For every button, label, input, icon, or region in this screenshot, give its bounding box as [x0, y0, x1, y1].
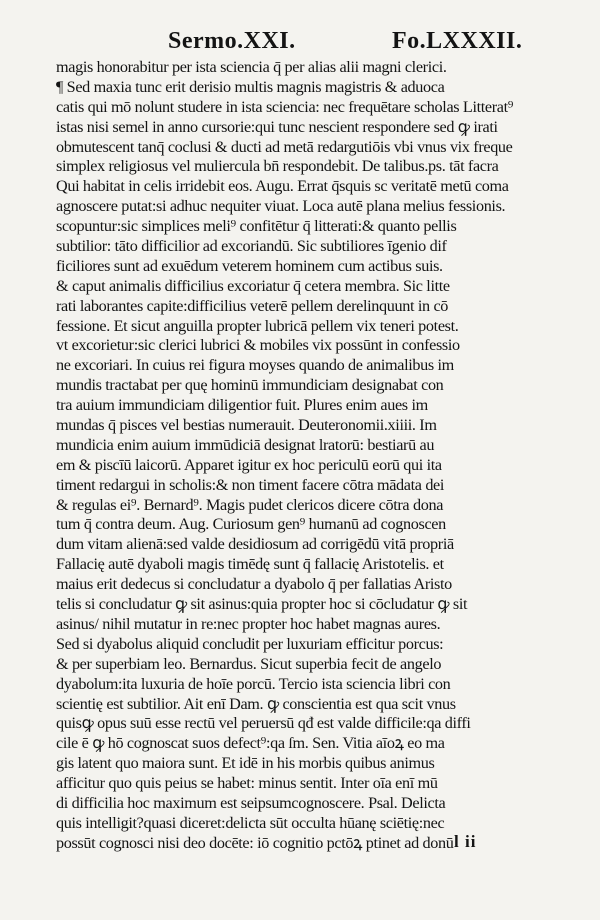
- text-line: mundicia enim auium immūdiciā designat lratorū: bestiarū au: [56, 435, 435, 454]
- text-line: afficitur quo quis peius se habet: minus sentit. Inter oīa enī mū: [56, 774, 438, 793]
- text-line: fessione. Et sicut anguilla propter lubricā pellem vix teneri potest.: [56, 316, 459, 335]
- text-line: em & piscīū laicorū. Apparet igitur ex hoc periculū eorū qui ita: [56, 455, 442, 474]
- page-header: [0, 28, 600, 60]
- text-line: mundis tractabat per quę hominū immundiciam designabat con: [56, 376, 444, 395]
- text-line: telis si concludatur ꝙ sit asinus:quia propter hoc si cōcludatur ꝙ sit: [56, 595, 468, 614]
- text-line: maius erit dedecus si concludatur a dyabolo q̄ per fallatias Aristo: [56, 575, 452, 594]
- text-line: quis intelligit?quasi diceret:delicta sūt occulta hūanę sciētię:nec: [56, 813, 445, 832]
- text-line: vt excorietur:sic clerici lubrici & mobiles vix possūnt in confessio: [56, 336, 460, 355]
- text-line: & caput animalis difficilius excoriatur q̄ cetera membra. Sic litte: [56, 276, 450, 295]
- body-text: [56, 58, 556, 854]
- text-line: & regulas ei⁹. Bernard⁹. Magis pudet clericos dicere cōtra dona: [56, 495, 444, 514]
- text-line: scientię est subtilior. Ait enī Dam. ꝙ conscientia est qua scit vnus: [56, 694, 456, 713]
- text-line: tum q̄ contra deum. Aug. Curiosum gen⁹ humanū ad cognoscen: [56, 515, 446, 534]
- text-line: obmutescent tanq̄ coclusi & ducti ad metā redargutiōis vbi vnus vix freque: [56, 137, 513, 156]
- text-line: Fallacię autē dyaboli magis timēdę sunt q̄ fallacię Aristotelis. et: [56, 555, 444, 574]
- text-line: simplex religiosus vel muliercula bn̄ respondebit. De talibus.ps. tāt facra: [56, 157, 499, 176]
- text-line: mundas q̄ pisces vel bestias numerauit. Deuteronomii.xiiii. Im: [56, 416, 437, 435]
- text-line: gis latent quo maiora sunt. Et idē in his morbis quibus animus: [56, 754, 435, 773]
- text-line: possūt cognosci nisi deo docēte: iō cognitio pctōꝝ ptinet ad donū: [56, 833, 454, 852]
- text-line: timent redargui in scholis:& non timent facere cōtra mādata dei: [56, 475, 445, 494]
- signature-mark: l ii: [454, 832, 477, 851]
- text-line: scopuntur:sic simplices meli⁹ confitētur q̄ litterati:& quanto pellis: [56, 217, 457, 236]
- text-line: Qui habitat in celis irridebit eos. Augu. Errat q̄squis sc veritatē metū coma: [56, 177, 509, 196]
- text-line: asinus/ nihil mutatur in re:nec propter hoc habet magnas aures.: [56, 614, 441, 633]
- text-line: quisꝙ opus suū esse rectū vel peruersū qđ est valde difficile:qa diffi: [56, 714, 471, 733]
- sermon-heading: Sermo.XXI.: [168, 28, 296, 54]
- text-line: & per superbiam leo. Bernardus. Sicut superbia fecit de angelo: [56, 654, 442, 673]
- text-line: agnoscere putat:si adhuc nequiter viuat. Loca autē plana melius fessionis.: [56, 197, 506, 216]
- text-line: ¶ Sed maxia tunc erit derisio multis magnis magistris & aduoca: [56, 77, 445, 96]
- text-line: magis honorabitur per ista sciencia q̄ per alias alii magni clerici.: [56, 58, 447, 76]
- text-line: subtilior: tāto difficilior ad excoriandū. Sic subtiliores īgenio dif: [56, 237, 447, 256]
- text-line: rati laborantes capite:difficilius veterē pellem derelinquunt in cō: [56, 296, 449, 315]
- text-line: dyabolum:ita luxuria de hoīe porcū. Tercio ista sciencia libri con: [56, 674, 451, 693]
- text-line: dum vitam alienā:sed valde desidiosum ad corrigēdū vitā propriā: [56, 535, 454, 554]
- text-line: istas nisi semel in anno cursorie:qui tunc nescient respondere sed ꝙ irati: [56, 117, 498, 136]
- text-line: catis qui mō nolunt studere in ista sciencia: nec frequētare scholas Litterat⁹: [56, 97, 514, 116]
- text-line: Sed si dyabolus aliquid concludit per luxuriam efficitur porcus:: [56, 634, 444, 653]
- folio-number: Fo.LXXXII.: [392, 28, 523, 54]
- text-line: ne excoriari. In cuius rei figura moyses quando de animalibus im: [56, 356, 454, 375]
- text-line: di difficilia hoc maximum est seipsumcognoscere. Psal. Delicta: [56, 793, 446, 812]
- text-line: tra auium immundiciam diligentior fuit. Plures enim aues im: [56, 396, 428, 415]
- text-line: cile ē ꝙ hō cognoscat suos defect⁹:qa ſm. Sen. Vitia aīoꝝ eo ma: [56, 734, 445, 753]
- text-line: ficiliores sunt ad exuēdum veterem hominem cum actibus suis.: [56, 256, 443, 275]
